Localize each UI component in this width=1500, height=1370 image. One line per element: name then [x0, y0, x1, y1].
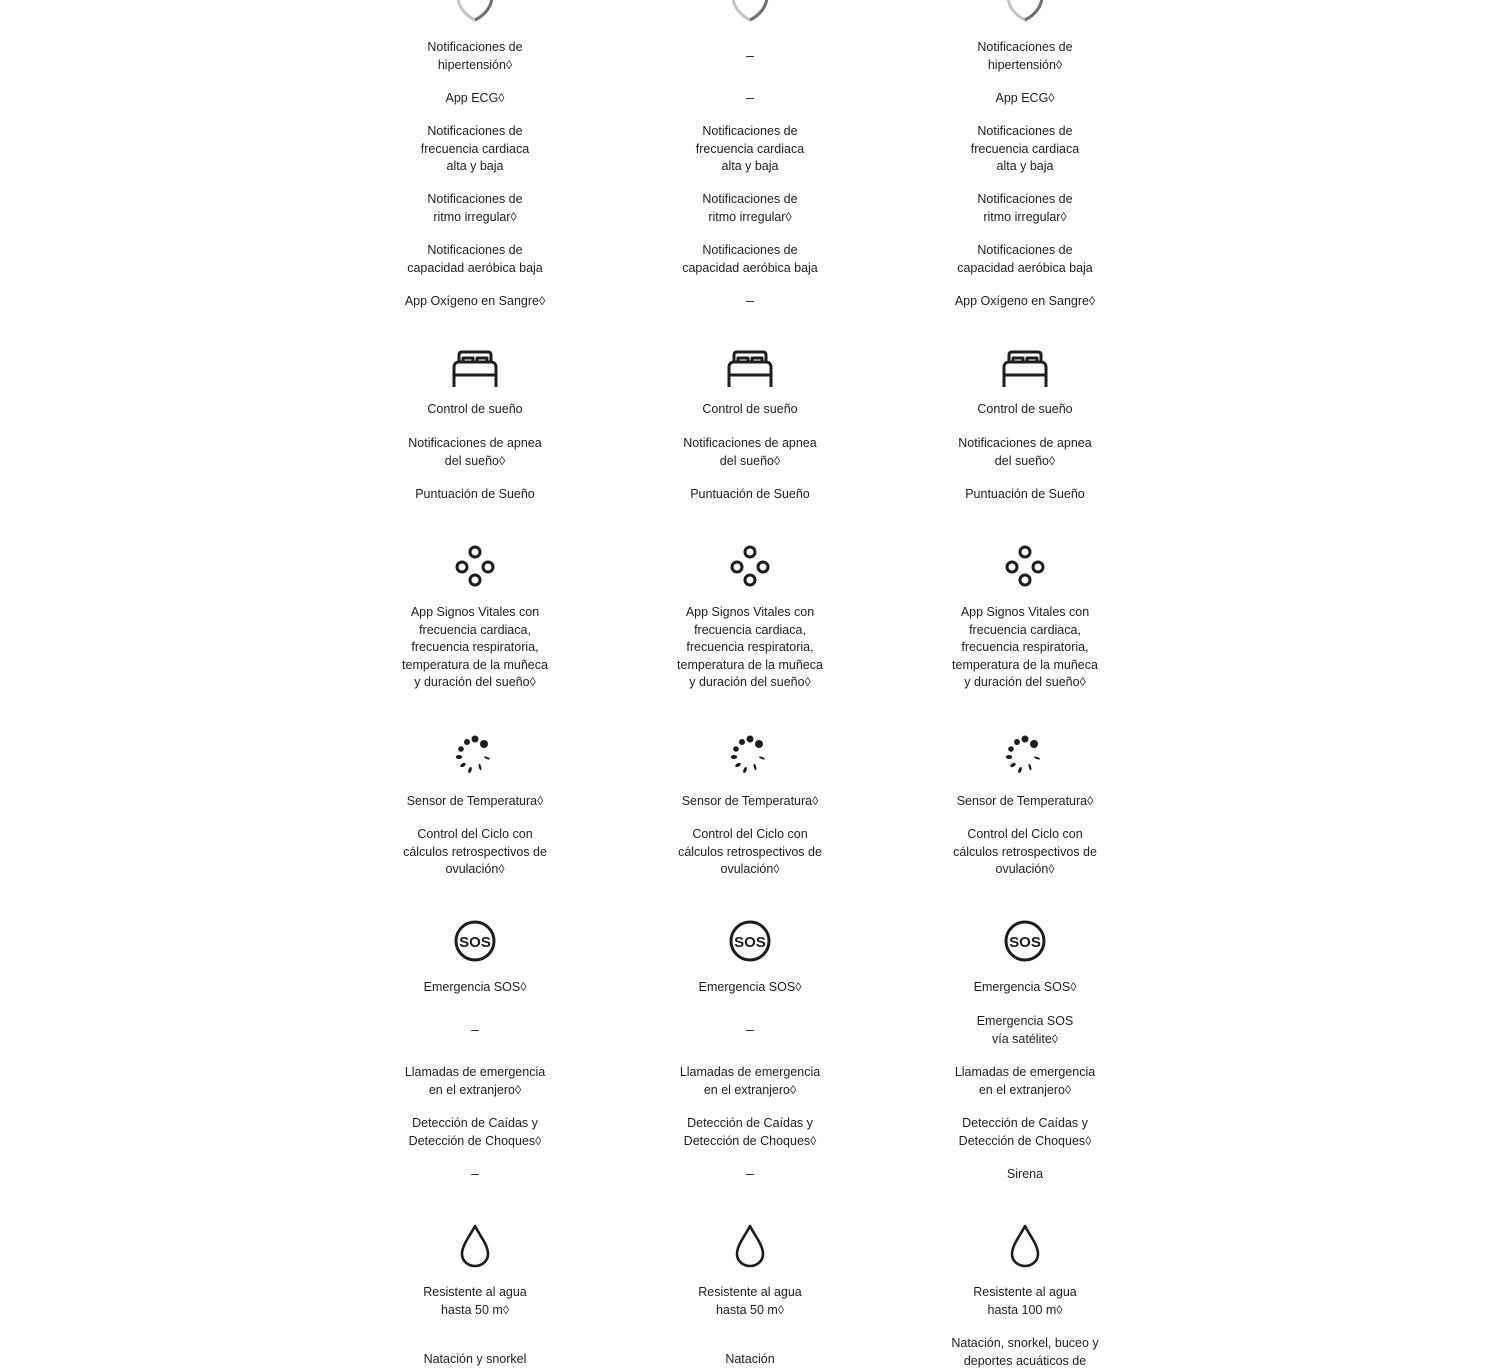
feature-temperature-sensor: Sensor de Temperatura◊: [406, 794, 544, 808]
feature-emergency-sos: Emergencia SOS◊: [423, 980, 527, 994]
heart-shield-icon: [1000, 0, 1050, 22]
feature-temperature-sensor: Sensor de Temperatura◊: [681, 794, 819, 808]
water-drop-icon: [450, 1221, 500, 1271]
feature-low-cardio-fitness: Notificaciones de capacidad aeróbica baja: [682, 243, 818, 275]
feature-water-resistance: Resistente al agua hasta 100 m◊: [973, 1285, 1077, 1317]
feature-siren: Sirena: [1006, 1167, 1044, 1181]
feature-siren: –: [746, 1165, 754, 1181]
feature-cycle-tracking: Control del Ciclo con cálculos retrospectivos de ovulación◊: [678, 827, 822, 876]
feature-hypertension: –: [746, 47, 754, 63]
sos-icon: [1000, 916, 1050, 966]
feature-heart-rate-notifications: Notificaciones de frecuencia cardiaca alta y baja: [695, 124, 805, 173]
feature-hypertension: Notificaciones de hipertensión◊: [427, 40, 523, 72]
feature-sleep-score: Puntuación de Sueño: [415, 487, 535, 501]
feature-irregular-rhythm: Notificaciones de ritmo irregular◊: [427, 192, 523, 224]
feature-water-activities: Natación, snorkel, buceo y deportes acuáticos de: [951, 1336, 1099, 1368]
vitals-icon: [725, 542, 775, 592]
feature-heart-rate-notifications: Notificaciones de frecuencia cardiaca alta y baja: [420, 124, 530, 173]
water-drop-icon: [1000, 1221, 1050, 1271]
temperature-sensor-icon: [450, 731, 500, 781]
temperature-sensor-icon: [1000, 731, 1050, 781]
feature-water-activities: Natación y snorkel: [423, 1352, 527, 1366]
heart-shield-icon: [725, 0, 775, 22]
feature-sleep-apnea: Notificaciones de apnea del sueño◊: [958, 436, 1092, 468]
sos-icon: [725, 916, 775, 966]
feature-sleep-tracking: Control de sueño: [427, 402, 523, 416]
feature-irregular-rhythm: Notificaciones de ritmo irregular◊: [977, 192, 1073, 224]
feature-water-resistance: Resistente al agua hasta 50 m◊: [698, 1285, 802, 1317]
feature-ecg-app: App ECG◊: [445, 91, 505, 105]
feature-hypertension: Notificaciones de hipertensión◊: [977, 40, 1073, 72]
feature-cycle-tracking: Control del Ciclo con cálculos retrospectivos de ovulación◊: [403, 827, 547, 876]
feature-sleep-tracking: Control de sueño: [702, 402, 798, 416]
feature-international-calls: Llamadas de emergencia en el extranjero◊: [679, 1065, 821, 1097]
feature-fall-crash-detection: Detección de Caídas y Detección de Choques◊: [958, 1116, 1092, 1148]
feature-blood-oxygen: App Oxígeno en Sangre◊: [404, 294, 546, 308]
feature-sos-satellite: Emergencia SOS vía satélite◊: [976, 1014, 1074, 1046]
feature-sleep-apnea: Notificaciones de apnea del sueño◊: [408, 436, 542, 468]
vitals-icon: [1000, 542, 1050, 592]
vitals-icon: [450, 542, 500, 592]
feature-irregular-rhythm: Notificaciones de ritmo irregular◊: [702, 192, 798, 224]
feature-low-cardio-fitness: Notificaciones de capacidad aeróbica baja: [407, 243, 543, 275]
feature-vitals-app: App Signos Vitales con frecuencia cardiaca, frecuencia respiratoria, temperatura de la muñeca y duración del sueño◊: [952, 605, 1098, 689]
bed-icon: [450, 345, 500, 395]
svg-text:SOS: SOS: [734, 934, 766, 951]
feature-vitals-app: App Signos Vitales con frecuencia cardiaca, frecuencia respiratoria, temperatura de la muñeca y duración del sueño◊: [677, 605, 823, 689]
svg-text:SOS: SOS: [1009, 934, 1041, 951]
feature-sos-satellite: –: [471, 1021, 479, 1037]
feature-sleep-score: Puntuación de Sueño: [690, 487, 810, 501]
svg-text:SOS: SOS: [459, 934, 491, 951]
temperature-sensor-icon: [725, 731, 775, 781]
feature-sleep-apnea: Notificaciones de apnea del sueño◊: [683, 436, 817, 468]
water-drop-icon: [725, 1221, 775, 1271]
feature-ecg-app: –: [746, 89, 754, 105]
feature-sleep-score: Puntuación de Sueño: [965, 487, 1085, 501]
bed-icon: [725, 345, 775, 395]
feature-blood-oxygen: –: [746, 292, 754, 308]
feature-heart-rate-notifications: Notificaciones de frecuencia cardiaca alta y baja: [970, 124, 1080, 173]
feature-cycle-tracking: Control del Ciclo con cálculos retrospectivos de ovulación◊: [953, 827, 1097, 876]
feature-sleep-tracking: Control de sueño: [977, 402, 1073, 416]
feature-emergency-sos: Emergencia SOS◊: [973, 980, 1077, 994]
bed-icon: [1000, 345, 1050, 395]
feature-international-calls: Llamadas de emergencia en el extranjero◊: [954, 1065, 1096, 1097]
feature-siren: –: [471, 1165, 479, 1181]
feature-international-calls: Llamadas de emergencia en el extranjero◊: [404, 1065, 546, 1097]
feature-low-cardio-fitness: Notificaciones de capacidad aeróbica baja: [957, 243, 1093, 275]
feature-ecg-app: App ECG◊: [995, 91, 1055, 105]
feature-sos-satellite: –: [746, 1021, 754, 1037]
feature-fall-crash-detection: Detección de Caídas y Detección de Choques◊: [408, 1116, 542, 1148]
feature-water-activities: Natación: [725, 1352, 775, 1366]
heart-shield-icon: [450, 0, 500, 22]
feature-temperature-sensor: Sensor de Temperatura◊: [956, 794, 1094, 808]
sos-icon: [450, 916, 500, 966]
feature-vitals-app: App Signos Vitales con frecuencia cardiaca, frecuencia respiratoria, temperatura de la muñeca y duración del sueño◊: [402, 605, 548, 689]
feature-emergency-sos: Emergencia SOS◊: [698, 980, 802, 994]
feature-fall-crash-detection: Detección de Caídas y Detección de Choques◊: [683, 1116, 817, 1148]
feature-water-resistance: Resistente al agua hasta 50 m◊: [423, 1285, 527, 1317]
feature-blood-oxygen: App Oxígeno en Sangre◊: [954, 294, 1096, 308]
